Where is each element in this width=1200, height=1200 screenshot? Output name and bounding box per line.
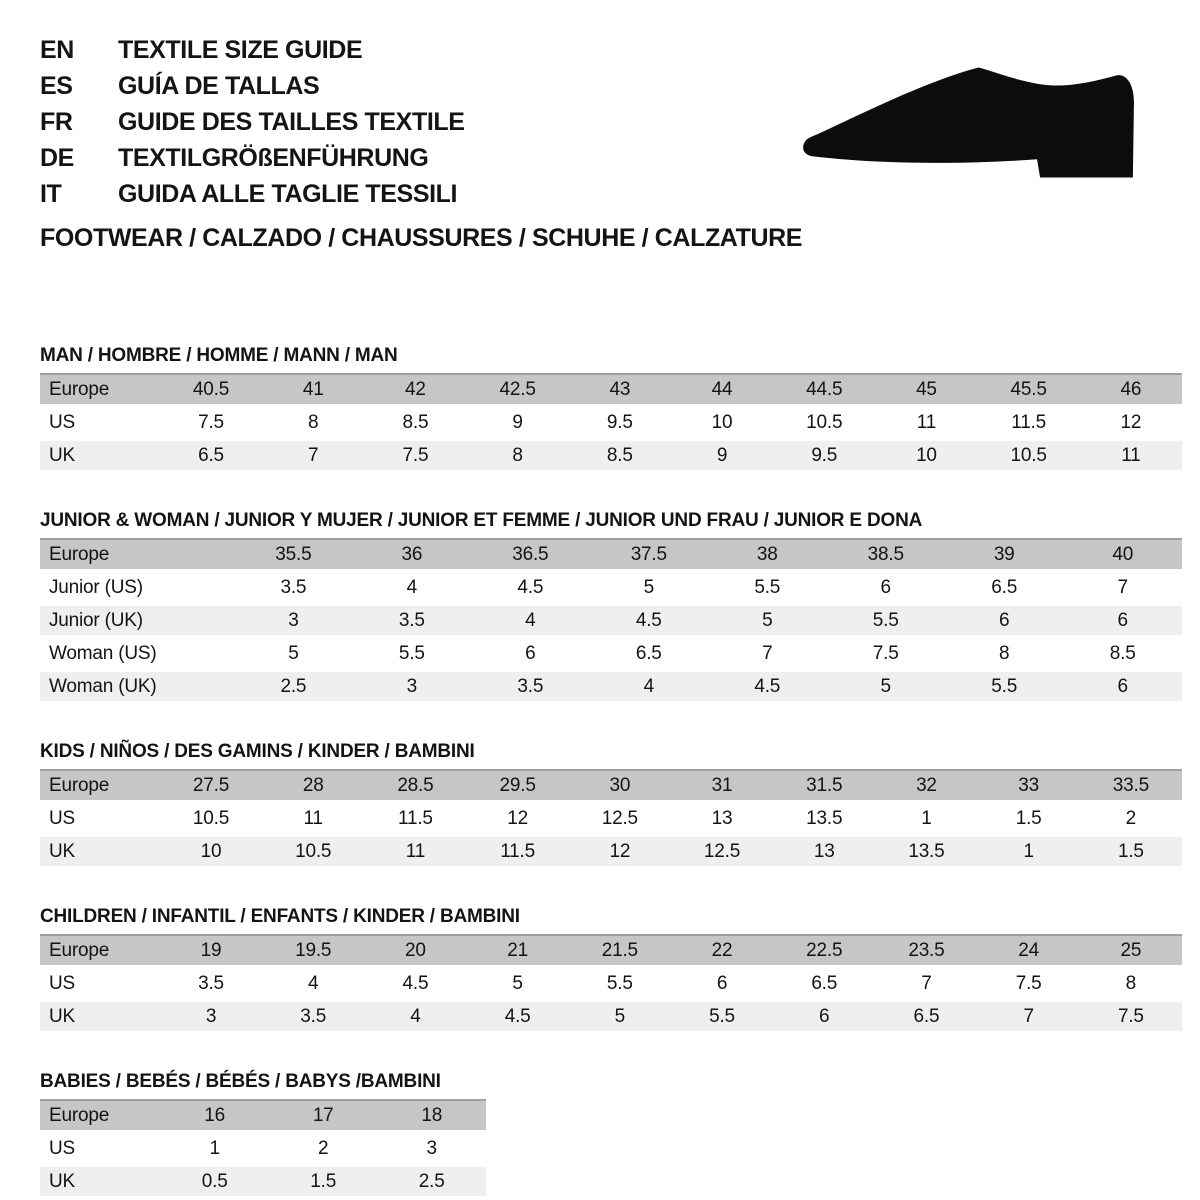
- size-table: [40, 930, 1182, 1035]
- size-header-cell: 33: [978, 769, 1080, 800]
- size-cell: 4.5: [590, 606, 708, 635]
- size-header-cell: 41: [262, 373, 364, 404]
- size-header-cell: 24: [978, 934, 1080, 965]
- size-cell: 8: [999, 642, 1010, 664]
- size-cell: 1: [978, 837, 1080, 866]
- size-cell: 5.5: [945, 672, 1063, 701]
- size-cell: 6: [773, 1002, 875, 1031]
- row-label: Woman (UK): [40, 672, 234, 701]
- size-header-label: Europe: [40, 373, 160, 404]
- size-header-cell: 42.5: [467, 373, 569, 404]
- size-header-cell: 30: [569, 769, 671, 800]
- row-label: UK: [40, 441, 160, 470]
- row-label: Woman (US): [49, 642, 157, 664]
- size-cell: 5: [708, 606, 826, 635]
- size-cell: 6: [525, 642, 536, 664]
- size-header-cell: 19: [160, 934, 262, 965]
- size-table-row: [40, 837, 1182, 866]
- size-table-header-row: [40, 1099, 486, 1130]
- size-cell: 3.5: [471, 672, 589, 701]
- size-cell: 4.5: [402, 972, 429, 994]
- size-cell: 3.5: [353, 606, 471, 635]
- size-header-cell: 46: [1080, 373, 1182, 404]
- size-table-row: [40, 1134, 486, 1163]
- size-header-cell: 17: [269, 1099, 378, 1130]
- size-cell: 11.5: [467, 837, 569, 866]
- size-cell: 6: [716, 972, 728, 994]
- size-cell: 3: [426, 1137, 437, 1159]
- size-cell: 7.5: [364, 441, 466, 470]
- size-cell: 12: [1120, 411, 1142, 433]
- size-table-section: [40, 741, 1182, 870]
- language-guide-label: TEXTILE SIZE GUIDE: [118, 36, 363, 64]
- size-cell: 10: [711, 411, 733, 433]
- size-cell: 2.5: [377, 1167, 486, 1196]
- size-cell: 4: [406, 576, 418, 598]
- size-header-cell: 31: [671, 769, 773, 800]
- language-guide-label: TEXTILGRÖßENFÜHRUNG: [118, 144, 429, 172]
- size-cell: 6: [1063, 606, 1182, 635]
- size-cell: 5: [826, 672, 944, 701]
- size-cell: 13: [773, 837, 875, 866]
- row-label: UK: [40, 1002, 160, 1031]
- size-cell: 6: [880, 576, 891, 598]
- size-table-row: [40, 408, 1182, 437]
- size-header-cell: 19.5: [262, 934, 364, 965]
- size-cell: 9: [512, 411, 523, 433]
- shoe-icon: [800, 64, 1148, 186]
- size-cell: 9.5: [773, 441, 875, 470]
- language-code: FR: [40, 108, 73, 136]
- size-header-cell: 31.5: [773, 769, 875, 800]
- size-cell: 1: [209, 1137, 220, 1159]
- size-header-cell: 28: [262, 769, 364, 800]
- size-header-cell: 36.5: [471, 538, 589, 569]
- size-table-title: KIDS / NIÑOS / DES GAMINS / KINDER / BAMBINI: [40, 741, 475, 762]
- row-label: US: [49, 972, 75, 994]
- size-table-header-row: [40, 538, 1182, 569]
- size-table-header-row: [40, 934, 1182, 965]
- size-cell: 11: [303, 807, 323, 829]
- size-table: [40, 765, 1182, 870]
- size-header-cell: 23.5: [875, 934, 977, 965]
- size-cell: 12: [569, 837, 671, 866]
- size-cell: 7: [762, 642, 773, 664]
- row-label: UK: [40, 837, 160, 866]
- size-cell: 5.5: [606, 972, 633, 994]
- size-header-cell: 42: [364, 373, 466, 404]
- size-table-header-row: [40, 769, 1182, 800]
- size-cell: 11.5: [398, 807, 433, 829]
- size-cell: 8.5: [569, 441, 671, 470]
- category-title: FOOTWEAR / CALZADO / CHAUSSURES / SCHUHE / CALZATURE: [40, 224, 803, 252]
- size-table-row: [40, 573, 1182, 602]
- language-code: EN: [40, 36, 74, 64]
- size-cell: 10: [160, 837, 262, 866]
- size-header-cell: 44.5: [773, 373, 875, 404]
- size-header-label: Europe: [40, 934, 160, 965]
- size-cell: 7.5: [1015, 972, 1042, 994]
- size-cell: 4.5: [517, 576, 544, 598]
- row-label: UK: [40, 1167, 160, 1196]
- size-cell: 13.5: [806, 807, 843, 829]
- size-cell: 7: [921, 972, 932, 994]
- size-cell: 7.5: [198, 411, 224, 433]
- size-header-cell: 40.5: [160, 373, 262, 404]
- size-cell: 7.5: [872, 642, 899, 664]
- size-cell: 3: [234, 606, 352, 635]
- size-cell: 10.5: [978, 441, 1080, 470]
- size-table-row: [40, 441, 1182, 470]
- size-header-cell: 43: [569, 373, 671, 404]
- size-cell: 1.5: [269, 1167, 378, 1196]
- size-table-title: MAN / HOMBRE / HOMME / MANN / MAN: [40, 345, 398, 366]
- size-cell: 7: [978, 1002, 1080, 1031]
- size-header-cell: 45.5: [978, 373, 1080, 404]
- size-header-cell: 20: [364, 934, 466, 965]
- size-cell: 2: [1125, 807, 1137, 829]
- size-header-cell: 44: [671, 373, 773, 404]
- size-cell: 4: [364, 1002, 466, 1031]
- size-table-row: [40, 672, 1182, 701]
- size-cell: 5.5: [754, 576, 781, 598]
- size-cell: 5.5: [826, 606, 944, 635]
- size-cell: 3.5: [262, 1002, 364, 1031]
- size-table: [40, 534, 1182, 705]
- size-header-cell: 45: [875, 373, 977, 404]
- size-cell: 8: [308, 411, 319, 433]
- size-table-row: [40, 804, 1182, 833]
- size-header-cell: 21.5: [569, 934, 671, 965]
- size-header-cell: 36: [353, 538, 471, 569]
- size-cell: 12.5: [601, 807, 638, 829]
- size-cell: 7: [262, 441, 364, 470]
- size-cell: 9.5: [606, 411, 633, 433]
- size-cell: 7: [1117, 576, 1128, 598]
- size-cell: 8.5: [1109, 642, 1136, 664]
- size-header-cell: 28.5: [364, 769, 466, 800]
- language-code: DE: [40, 144, 74, 172]
- size-header-cell: 35.5: [234, 538, 352, 569]
- size-cell: 10.5: [262, 837, 364, 866]
- size-header-cell: 16: [160, 1099, 269, 1130]
- size-cell: 4.5: [467, 1002, 569, 1031]
- size-cell: 11.5: [1011, 411, 1047, 433]
- size-cell: 5: [512, 972, 523, 994]
- size-cell: 5: [643, 576, 654, 598]
- size-tables-container: [40, 345, 1182, 1200]
- size-header-cell: 37.5: [590, 538, 708, 569]
- size-table-section: [40, 345, 1182, 474]
- size-header-cell: 32: [875, 769, 977, 800]
- size-cell: 10.5: [806, 411, 843, 433]
- size-cell: 12.5: [671, 837, 773, 866]
- size-cell: 5: [569, 1002, 671, 1031]
- size-table-title: CHILDREN / INFANTIL / ENFANTS / KINDER / BAMBINI: [40, 906, 520, 927]
- size-cell: 0.5: [160, 1167, 269, 1196]
- size-cell: 5: [288, 642, 299, 664]
- size-header-cell: 22.5: [773, 934, 875, 965]
- size-cell: 11: [916, 411, 937, 433]
- row-label: US: [49, 807, 75, 829]
- size-cell: 12: [507, 807, 528, 829]
- size-cell: 11: [1080, 441, 1182, 470]
- size-table-section: [40, 906, 1182, 1035]
- language-guide-label: GUÍA DE TALLAS: [118, 72, 320, 100]
- size-cell: 8.5: [402, 411, 429, 433]
- size-table-row: [40, 969, 1182, 998]
- size-table: [40, 369, 1182, 474]
- size-table-row: [40, 639, 1182, 668]
- size-table-title: BABIES / BEBÉS / BÉBÉS / BABYS /BAMBINI: [40, 1071, 441, 1092]
- size-cell: 1.5: [1080, 837, 1182, 866]
- row-label: US: [49, 411, 75, 433]
- size-table-section: [40, 510, 1182, 705]
- row-label: US: [49, 1137, 75, 1159]
- size-header-label: Europe: [40, 1099, 160, 1130]
- size-cell: 4.5: [708, 672, 826, 701]
- size-cell: 5.5: [671, 1002, 773, 1031]
- size-header-cell: 22: [671, 934, 773, 965]
- language-row: [40, 32, 1182, 68]
- size-cell: 6.5: [635, 642, 662, 664]
- size-table-row: [40, 1167, 486, 1196]
- size-cell: 5.5: [398, 642, 425, 664]
- language-guide-label: GUIDA ALLE TAGLIE TESSILI: [118, 180, 458, 208]
- size-cell: 13.5: [875, 837, 977, 866]
- language-code: ES: [40, 72, 73, 100]
- size-cell: 8: [467, 441, 569, 470]
- size-table-row: [40, 1002, 1182, 1031]
- size-header-cell: 25: [1080, 934, 1182, 965]
- size-table: [40, 1095, 486, 1200]
- size-cell: 3: [353, 672, 471, 701]
- size-cell: 11: [364, 837, 466, 866]
- size-cell: 3: [160, 1002, 262, 1031]
- size-header-cell: 39: [945, 538, 1063, 569]
- size-cell: 2: [317, 1137, 329, 1159]
- size-header-cell: 40: [1063, 538, 1182, 569]
- language-guide-label: GUIDE DES TAILLES TEXTILE: [118, 108, 465, 136]
- row-label: Junior (US): [49, 576, 143, 598]
- size-header-cell: 18: [377, 1099, 486, 1130]
- size-header-cell: 29.5: [467, 769, 569, 800]
- size-cell: 7.5: [1080, 1002, 1182, 1031]
- size-cell: 9: [671, 441, 773, 470]
- size-cell: 4: [590, 672, 708, 701]
- language-code: IT: [40, 180, 62, 208]
- size-cell: 6.5: [811, 972, 838, 994]
- size-cell: 6: [945, 606, 1063, 635]
- size-header-cell: 38: [708, 538, 826, 569]
- size-cell: 6: [1063, 672, 1182, 701]
- size-cell: 8: [1125, 972, 1137, 994]
- size-table-header-row: [40, 373, 1182, 404]
- size-header-cell: 21: [467, 934, 569, 965]
- size-cell: 2.5: [234, 672, 352, 701]
- size-table-row: [40, 606, 1182, 635]
- size-cell: 3.5: [280, 576, 307, 598]
- size-cell: 6.5: [991, 576, 1018, 598]
- size-table-section: [40, 1071, 1182, 1200]
- size-cell: 3.5: [198, 972, 224, 994]
- size-cell: 13: [711, 807, 733, 829]
- size-cell: 4: [471, 606, 589, 635]
- size-header-label: Europe: [40, 538, 234, 569]
- size-cell: 6.5: [875, 1002, 977, 1031]
- size-header-cell: 27.5: [160, 769, 262, 800]
- size-table-title: JUNIOR & WOMAN / JUNIOR Y MUJER / JUNIOR ET FEMME / JUNIOR UND FRAU / JUNIOR E DONA: [40, 510, 923, 531]
- size-header-cell: 38.5: [826, 538, 944, 569]
- row-label: Junior (UK): [40, 606, 234, 635]
- size-cell: 1: [921, 807, 932, 829]
- size-cell: 6.5: [160, 441, 262, 470]
- size-cell: 10: [875, 441, 977, 470]
- size-cell: 4: [308, 972, 319, 994]
- size-cell: 10.5: [192, 807, 230, 829]
- size-header-cell: 33.5: [1080, 769, 1182, 800]
- size-cell: 1.5: [1015, 807, 1042, 829]
- size-header-label: Europe: [40, 769, 160, 800]
